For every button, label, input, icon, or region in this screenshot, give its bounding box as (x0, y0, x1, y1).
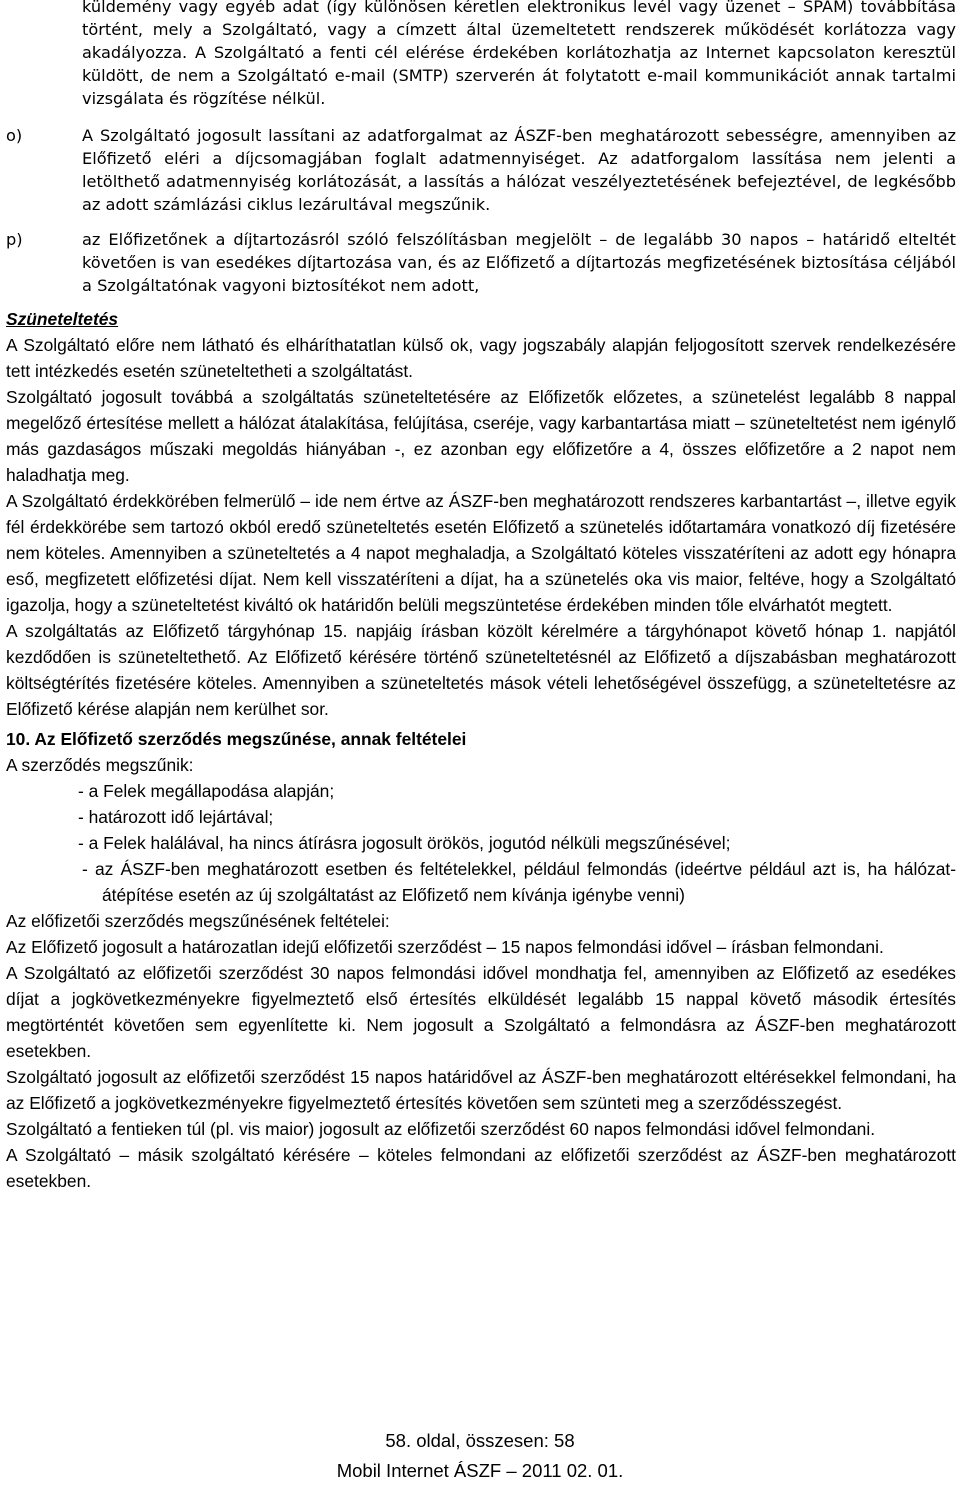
paragraph: A Szolgáltató az előfizetői szerződést 30 napos felmondási idővel mondhatja fel, amennyiben az Előfizető az esedékes díjat a jogkövetkezményekre figyelmeztető első értesítés elküldését legalább 15 nappal követő második értesítés megtörténtét követően sem egyenlítette ki. Nem jogosult a Szolgáltató a felmondásra az ÁSZF-ben meghatározott esetekben. (6, 963, 956, 1061)
paragraph: Szolgáltató jogosult továbbá a szolgáltatás szüneteltetésére az Előfizetők előzetes, a szünetelést legalább 8 nappal megelőző értesítése mellett a hálózat átalakítása, felújítása, cseréje, vagy karbantartása miatt – szüneteltetést nem igénylő más gazdaságos műszaki megoldás hiányában -, ez azonban egy előfizetőre a 4, összes előfizetőre a 2 napot nem haladhatja meg. (6, 387, 956, 485)
list-item-o (82, 124, 956, 216)
list-item: - határozott idő lejártával; (78, 807, 274, 827)
list-marker-o: o) (6, 126, 23, 145)
list-item: - az ÁSZF-ben meghatározott esetben és feltételekkel, például felmondás (ideértve például azt is, ha hálózat-átépítése esetén az új szolgáltatást az Előfizető nem kívánja igénybe venni) (82, 859, 956, 905)
list-item: - a Felek megállapodása alapján; (78, 781, 335, 801)
paragraph: A Szolgáltató előre nem látható és elháríthatatlan külső ok, vagy jogszabály alapján feljogosított szervek rendelkezésére tett intézkedés esetén szüneteltetheti a szolgáltatást. (6, 335, 956, 381)
paragraph: Az Előfizető jogosult a határozatlan idejű előfizetői szerződést – 15 napos felmondási idővel – írásban felmondani. (6, 937, 884, 957)
paragraph: A Szolgáltató érdekkörében felmerülő – ide nem értve az ÁSZF-ben meghatározott rendszeres karbantartást –, illetve egyik fél érdekkörébe sem tartozó okból eredő szüneteltetés esetén Előfizető a szünetelés időtartamára vonatkozó díj fizetésére nem köteles. Amennyiben a szüneteltetés a 4 napot meghaladja, a Szolgáltató köteles visszatéríteni az adott egy hónapra eső, megfizetett előfizetési díjat. Nem kell visszatéríteni a díjat, ha a szünetelés oka vis maior, feltéve, hogy a Szolgáltató igazolja, hogy a szüneteltetést kiváltó ok határidőn belüli megszüntetése érdekében minden tőle elvárhatót megtett. (6, 491, 956, 615)
list-marker-p: p) (6, 230, 23, 249)
section-heading-suspension: Szüneteltetés (6, 309, 119, 329)
section-lead: A szerződés megszűnik: (6, 755, 194, 775)
main-body (6, 306, 956, 1194)
section-heading-10: 10. Az Előfizető szerződés megszűnése, annak feltételei (6, 729, 467, 749)
intro-text: küldemény vagy egyéb adat (így különösen kéretlen elektronikus levél vagy üzenet – SPAM) továbbítása történt, mely a Szolgáltató, vagy a címzett által üzemeltetett rendszerek működését korlátozza vagy akadályozza. A Szolgáltató a fenti cél elérése érdekében korlátozhatja az Internet kapcsolaton keresztül küldött, de nem a Szolgáltató e-mail (SMTP) szerverén át folytatott e-mail kommunikációt annak tartalmi vizsgálata és rögzítése nélkül. (82, 0, 956, 108)
footer-page-number: 58. oldal, összesen: 58 (385, 1430, 575, 1451)
paragraph: A Szolgáltató – másik szolgáltató kérésére – köteles felmondani az előfizetői szerződést az ÁSZF-ben meghatározott esetekben. (6, 1145, 956, 1191)
conditions-lead: Az előfizetői szerződés megszűnésének feltételei: (6, 911, 390, 931)
paragraph: Szolgáltató a fentieken túl (pl. vis maior) jogosult az előfizetői szerződést 60 napos felmondási idővel felmondani. (6, 1119, 876, 1139)
list-item-p-text: az Előfizetőnek a díjtartozásról szóló felszólításban megjelölt – de legalább 30 napos – határidő elteltét követően is van esedékes díjtartozása van, és az Előfizető a díjtartozás megfizetésének biztosítása céljából a Szolgáltatónak vagyoni biztosítékot nem adott, (82, 230, 956, 295)
list-item-o-text: A Szolgáltató jogosult lassítani az adatforgalmat az ÁSZF-ben meghatározott sebességre, amennyiben az Előfizető eléri a díjcsomagjában foglalt adatmennyiséget. Az adatforgalom lassítása nem jelenti a letölthető adatmennyiség korlátozását, a lassítás a hálózat veszélyeztetésének befejeztével, de legkésőbb az adott számlázási ciklus lezárultával megszűnik. (82, 126, 956, 214)
list-item: - a Felek halálával, ha nincs átírásra jogosult örökös, jogutód nélküli megszűnésével; (78, 833, 731, 853)
paragraph: Szolgáltató jogosult az előfizetői szerződést 15 napos határidővel az ÁSZF-ben meghatározott eltérésekkel felmondani, ha az Előfizető a jogkövetkezményekre figyelmeztető értesítés követően sem szünteti meg a szerződésszegést. (6, 1067, 956, 1113)
intro-paragraph (82, 0, 956, 110)
list-item-p (82, 228, 956, 297)
footer-document-title: Mobil Internet ÁSZF – 2011 02. 01. (336, 1460, 624, 1481)
paragraph: A szolgáltatás az Előfizető tárgyhónap 15. napjáig írásban közölt kérelmére a tárgyhónapot követő hónap 1. napjától kezdődően is szüneteltethető. Az Előfizető kérésére történő szüneteltetésnél az Előfizető a díjszabásban meghatározott költségtérítés fizetésére köteles. Amennyiben a szüneteltetés mások vételi lehetőségével összefügg, a szüneteltetésre az Előfizető kérése alapján nem kerülhet sor. (6, 621, 956, 719)
